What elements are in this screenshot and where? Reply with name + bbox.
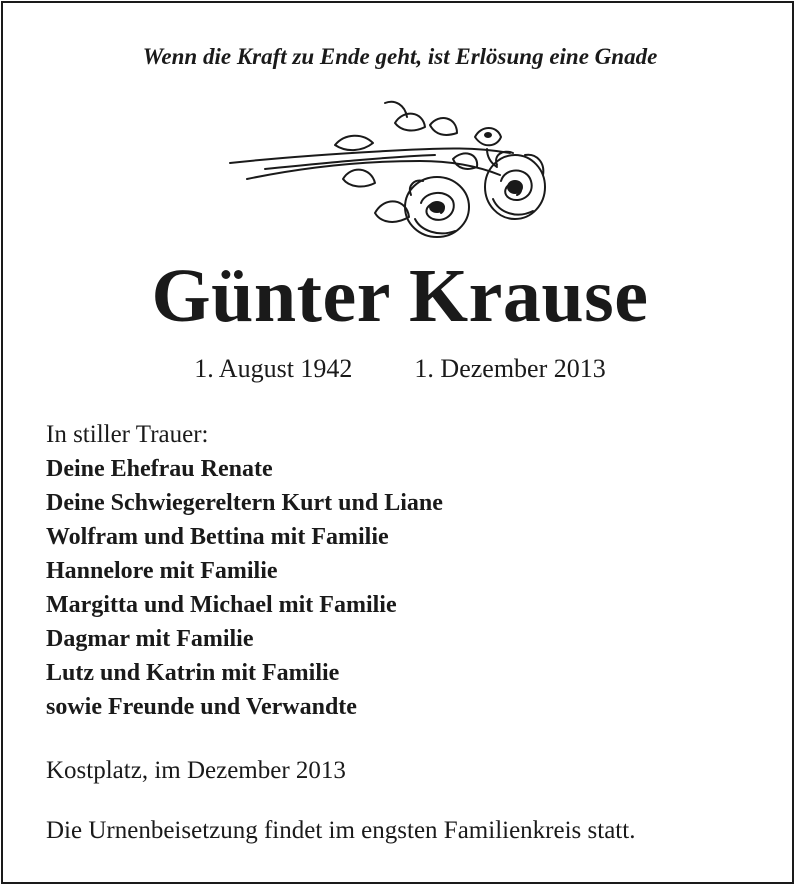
mourner-line: sowie Freunde und Verwandte: [46, 694, 357, 720]
mourner-line: Hannelore mit Familie: [46, 558, 278, 584]
mourner-line: Deine Schwiegereltern Kurt und Liane: [46, 490, 443, 516]
roses-icon: [225, 95, 555, 250]
life-dates: [0, 354, 800, 384]
birth-date: 1. August 1942: [194, 354, 353, 383]
mourner-line: Lutz und Katrin mit Familie: [46, 660, 340, 686]
mourners-intro: In stiller Trauer:: [46, 421, 209, 448]
motto: Wenn die Kraft zu Ende geht, ist Erlösung eine Gnade: [142, 44, 658, 69]
mourner-line: Deine Ehefrau Renate: [46, 456, 273, 482]
place-date: Kostplatz, im Dezember 2013: [46, 757, 346, 784]
funeral-note: Die Urnenbeisetzung findet im engsten Familienkreis statt.: [46, 817, 636, 844]
death-date: 1. Dezember 2013: [414, 354, 606, 383]
mourner-line: Margitta und Michael mit Familie: [46, 592, 397, 618]
deceased-name: Günter Krause: [151, 254, 649, 338]
mourner-line: Dagmar mit Familie: [46, 626, 254, 652]
mourner-line: Wolfram und Bettina mit Familie: [46, 524, 389, 550]
mourners-block: [46, 418, 443, 724]
